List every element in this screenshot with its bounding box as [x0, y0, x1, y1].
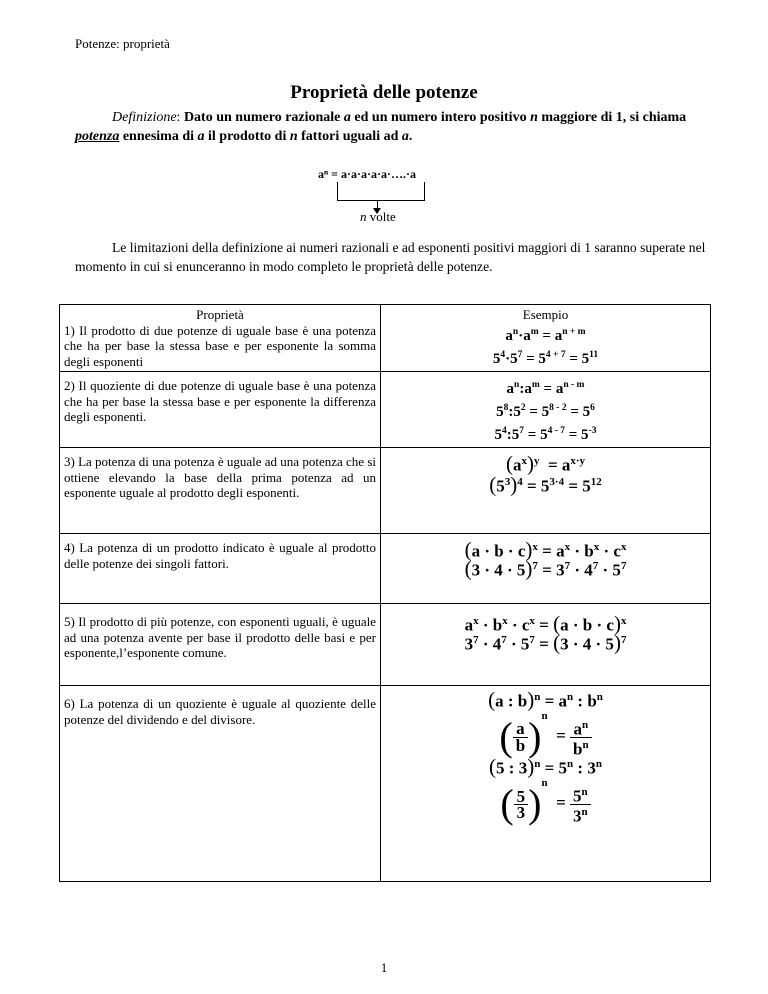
- example-formula: $a^n:a^m = a^{n - m}$: [506, 380, 585, 397]
- example-formula: $a^x \cdot b^x \cdot c^x = (a \cdot b \cdot c)^x$: [464, 611, 627, 636]
- definition-text-4: ennesima di: [119, 129, 198, 144]
- example-formula: $a^n\cdot a^m = a^{n + m}$: [505, 326, 586, 344]
- property-text: 4) La potenza di un prodotto indicato è uguale al prodotto delle potenze dei singoli fattori.: [64, 540, 376, 571]
- property-cell: [60, 604, 381, 686]
- definition-term-potenza: potenza: [75, 129, 120, 144]
- property-cell: [60, 448, 381, 534]
- property-cell: [60, 372, 381, 448]
- example-formula: $5^8:5^2 = 5^{8 - 2} = 5^6$: [496, 403, 595, 420]
- brace-label: [360, 209, 396, 225]
- brace-bracket: [337, 182, 425, 201]
- brace-label-rest: volte: [366, 209, 396, 224]
- example-formula: $5^4:5^7 = 5^{4 - 7} = 5^{-3}$: [494, 426, 597, 443]
- property-text: 1) Il prodotto di due potenze di uguale base è una potenza che ha per base la stessa base e per esponente la somma degli esponenti: [64, 322, 376, 369]
- definition-sep: :: [176, 110, 184, 125]
- table-row: [60, 305, 711, 372]
- definition-var-n: n: [530, 110, 538, 125]
- example-formula: (a : $b)^n = a^n$ : $b^n$: [488, 687, 603, 712]
- example-formula: ( $\frac{5}{3}$ )$^n$ = $\frac{5^n}{3^n}$: [385, 776, 706, 824]
- table-row: [60, 686, 711, 882]
- definition-formula: aⁿ = a·a·a·a·a·….·a: [318, 167, 417, 181]
- definition-text-5: il prodotto di: [204, 129, 290, 144]
- property-text: 5) Il prodotto di più potenze, con esponenti uguali, è uguale ad una potenza avente per base il prodotto delle basi e per esponente,l’esponente comune.: [64, 614, 376, 660]
- page-header: Potenze: proprietà: [75, 36, 170, 51]
- table-row: [60, 448, 711, 534]
- definition-label: Definizione: [112, 110, 177, 125]
- limitations-paragraph: Le limitazioni della definizione ai numeri razionali e ad esponenti positivi maggiori di 1 saranno superate nel momento in cui si enunceranno in modo completo le proprietà delle potenze.: [75, 240, 706, 274]
- page-number: 1: [380, 960, 388, 975]
- properties-table: [59, 304, 711, 882]
- table-row: [60, 604, 711, 686]
- definition-var-a: a: [197, 129, 205, 144]
- property-text: 2) Il quoziente di due potenze di uguale base è una potenza che ha per base la stessa base e per esponente la differenza degli esponenti.: [64, 378, 376, 424]
- example-cell: [381, 604, 711, 686]
- table-header-right: Esempio: [522, 307, 569, 322]
- example-formula: $3^7 \cdot 4^7 \cdot 5^7 = (3 \cdot 4 \cdot 5)^7$: [464, 630, 627, 655]
- property-cell: [60, 534, 381, 604]
- example-formula: $(3 \cdot 4 \cdot 5)^7 = 3^7 \cdot 4^7 \cdot 5^7$: [464, 556, 627, 581]
- definition-text-3: maggiore di 1, si chiama: [537, 110, 687, 125]
- example-formula: $(a^x)^y = a^{x\cdot y}$: [505, 451, 586, 476]
- brace-label-n: n: [360, 209, 367, 224]
- table-header-left: Proprietà: [196, 307, 244, 322]
- example-formula: $5^4\cdot 5^7 = 5^{4 + 7} = 5^{11}$: [492, 349, 599, 367]
- table-row: [60, 534, 711, 604]
- definition-text-1: Dato un numero razionale: [183, 110, 344, 125]
- property-cell: [60, 686, 381, 882]
- definition-var-a: a: [343, 110, 351, 125]
- example-formula: ( $\frac{a}{b}$ )$^n$ = $\frac{a^n}{b^n}$: [385, 709, 706, 757]
- example-cell: [381, 305, 711, 372]
- property-text: 6) La potenza di un quoziente è uguale al quoziente delle potenze del dividendo e del divisore.: [64, 696, 376, 727]
- page-title: Proprietà delle potenze: [290, 82, 478, 103]
- definition-var-a: a: [401, 129, 409, 144]
- definition-end: .: [408, 129, 413, 144]
- definition-text-6: fattori uguali ad: [297, 129, 402, 144]
- example-cell: [381, 686, 711, 882]
- example-formula: $(a \cdot b \cdot c)^x = a^x \cdot b^x \cdot c^x$: [464, 537, 627, 562]
- definition-paragraph: [75, 108, 715, 146]
- definition-var-n: n: [289, 129, 298, 144]
- property-text: 3) La potenza di una potenza è uguale ad una potenza che si ottiene elevando la base della prima potenza ad un esponente uguale al prodotto degli esponenti.: [64, 454, 376, 500]
- example-cell: [381, 372, 711, 448]
- example-cell: [381, 534, 711, 604]
- example-formula: $(5^3)^4 = 5^{3\cdot 4} = 5^{12}$: [489, 472, 602, 497]
- example-cell: [381, 448, 711, 534]
- definition-text-2: ed un numero intero positivo: [350, 110, 531, 125]
- table-row: [60, 372, 711, 448]
- example-formula: (5 : $3)^n = 5^n$ : 3$^n$: [489, 754, 602, 779]
- property-cell: [60, 305, 381, 372]
